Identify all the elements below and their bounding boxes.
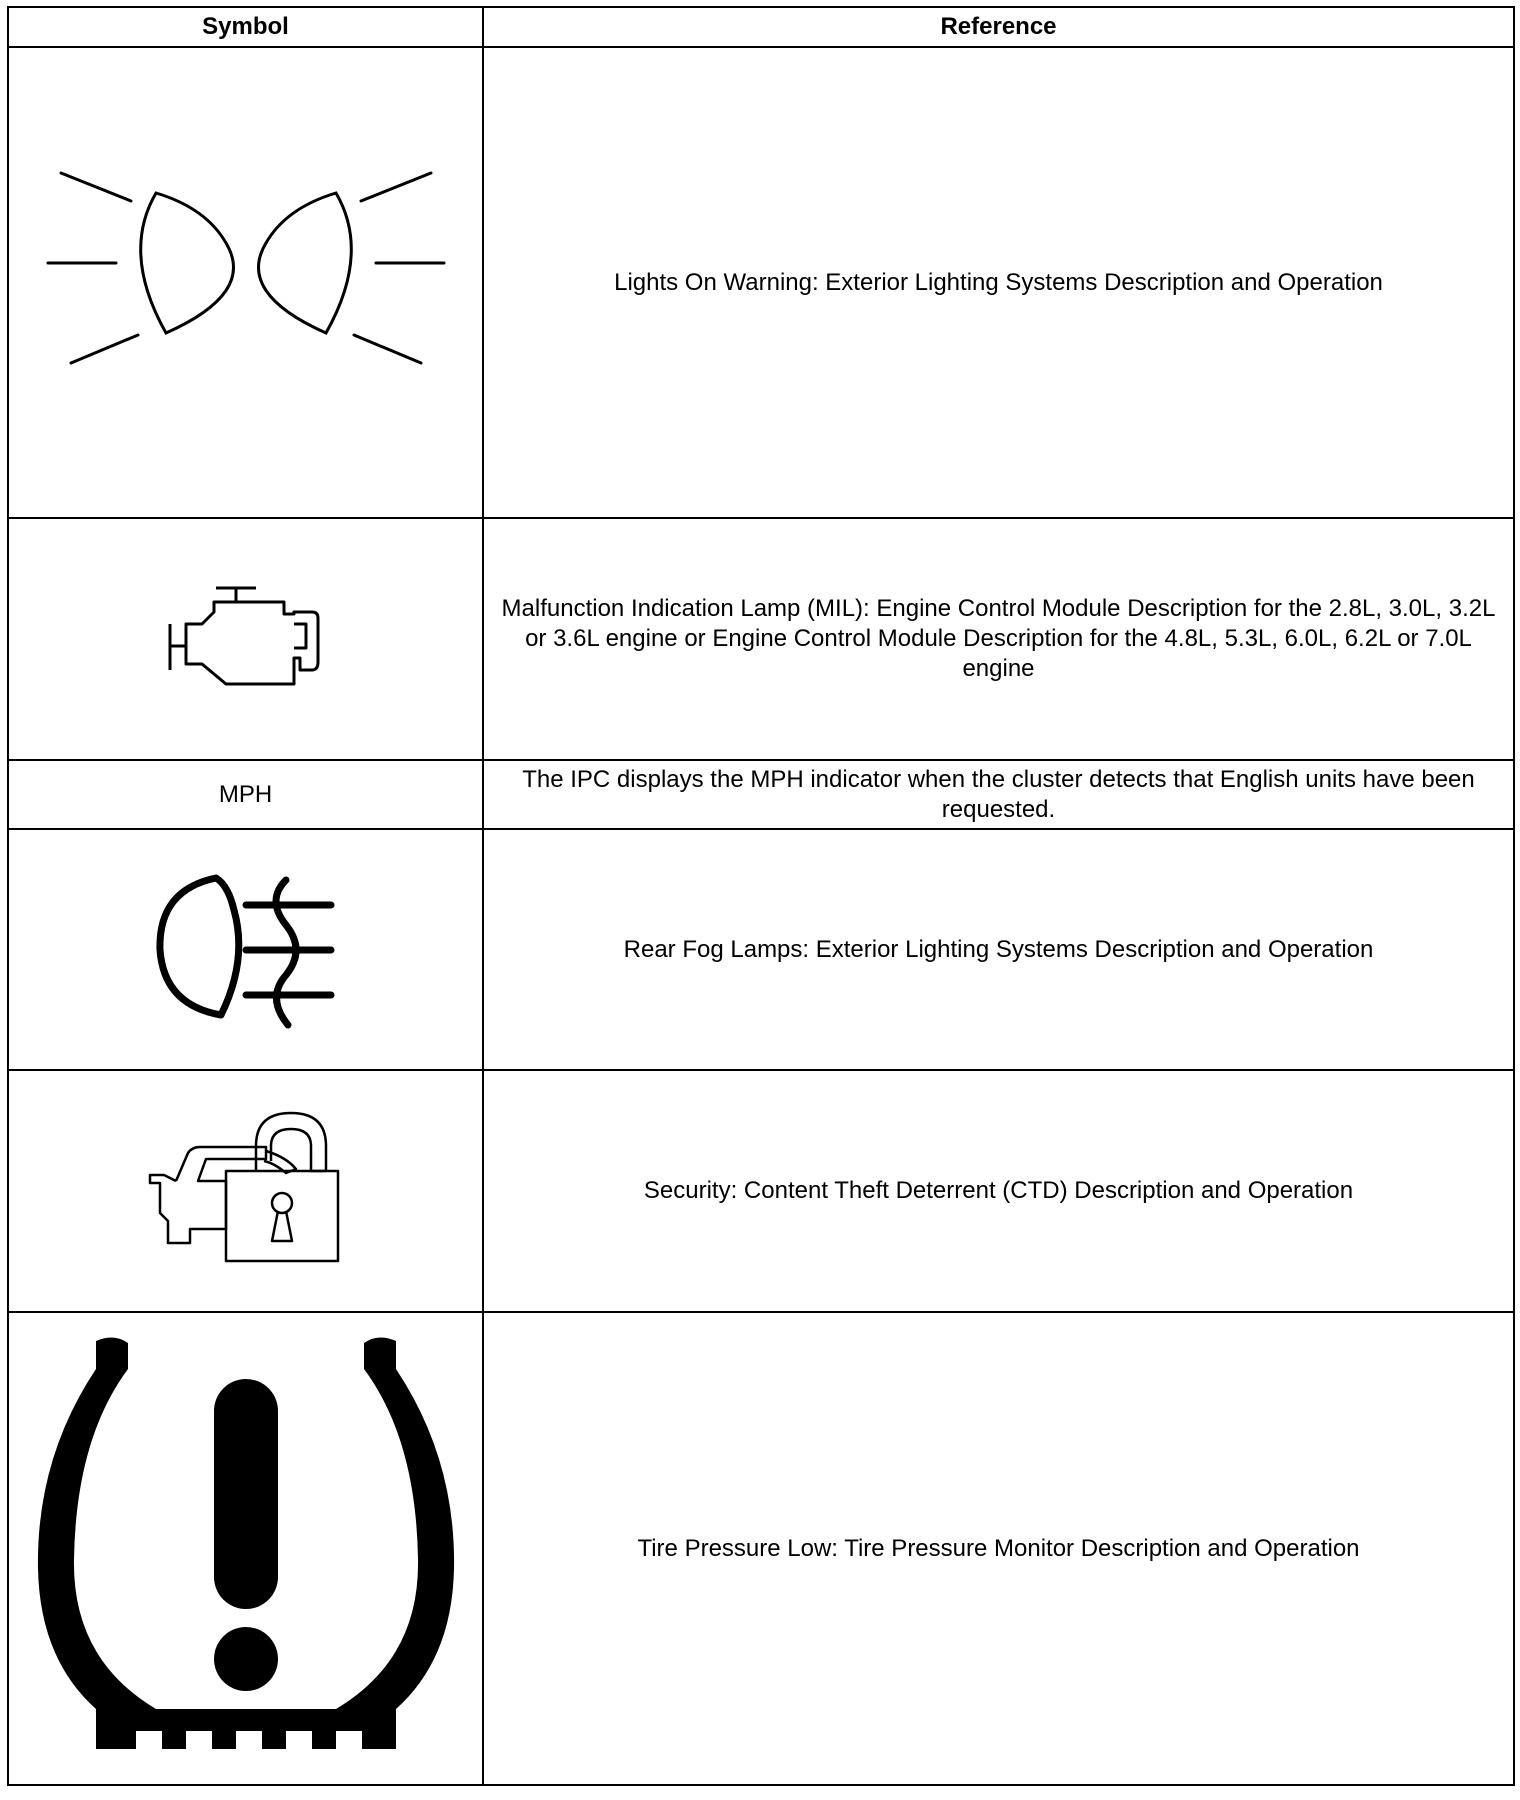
symbol-cell [8, 47, 483, 518]
symbol-cell [8, 1312, 483, 1785]
check-engine-icon [166, 584, 326, 694]
table-row [8, 518, 1514, 760]
reference-cell: Tire Pressure Low: Tire Pressure Monitor Description and Operation [483, 1312, 1514, 1785]
reference-cell: Rear Fog Lamps: Exterior Lighting Systems Description and Operation [483, 829, 1514, 1070]
table-row [8, 1070, 1514, 1312]
reference-cell: Malfunction Indication Lamp (MIL): Engine Control Module Description for the 2.8L, 3.0L, 3.2L or 3.6L engine or Engine Control Module Description for the 4.8L, 5.3L, 6.0L, 6.2L or 7.0L engine [483, 518, 1514, 760]
table-row [8, 1312, 1514, 1785]
symbol-cell [8, 829, 483, 1070]
headlamps-lights-on-icon [46, 163, 446, 403]
rear-fog-lamp-icon [156, 870, 336, 1030]
symbol-cell [8, 518, 483, 760]
symbol-reference-table [7, 6, 1515, 1786]
symbol-text: MPH [8, 760, 483, 829]
table-row [8, 760, 1514, 829]
header-symbol: Symbol [8, 7, 483, 47]
header-reference: Reference [483, 7, 1514, 47]
tire-pressure-low-icon [36, 1329, 456, 1769]
security-vehicle-lock-icon [146, 1111, 346, 1271]
reference-cell: The IPC displays the MPH indicator when the cluster detects that English units have been requested. [483, 760, 1514, 829]
table-row [8, 829, 1514, 1070]
symbol-cell [8, 1070, 483, 1312]
table-header-row [8, 7, 1514, 47]
reference-cell: Lights On Warning: Exterior Lighting Systems Description and Operation [483, 47, 1514, 518]
table-row [8, 47, 1514, 518]
reference-cell: Security: Content Theft Deterrent (CTD) Description and Operation [483, 1070, 1514, 1312]
